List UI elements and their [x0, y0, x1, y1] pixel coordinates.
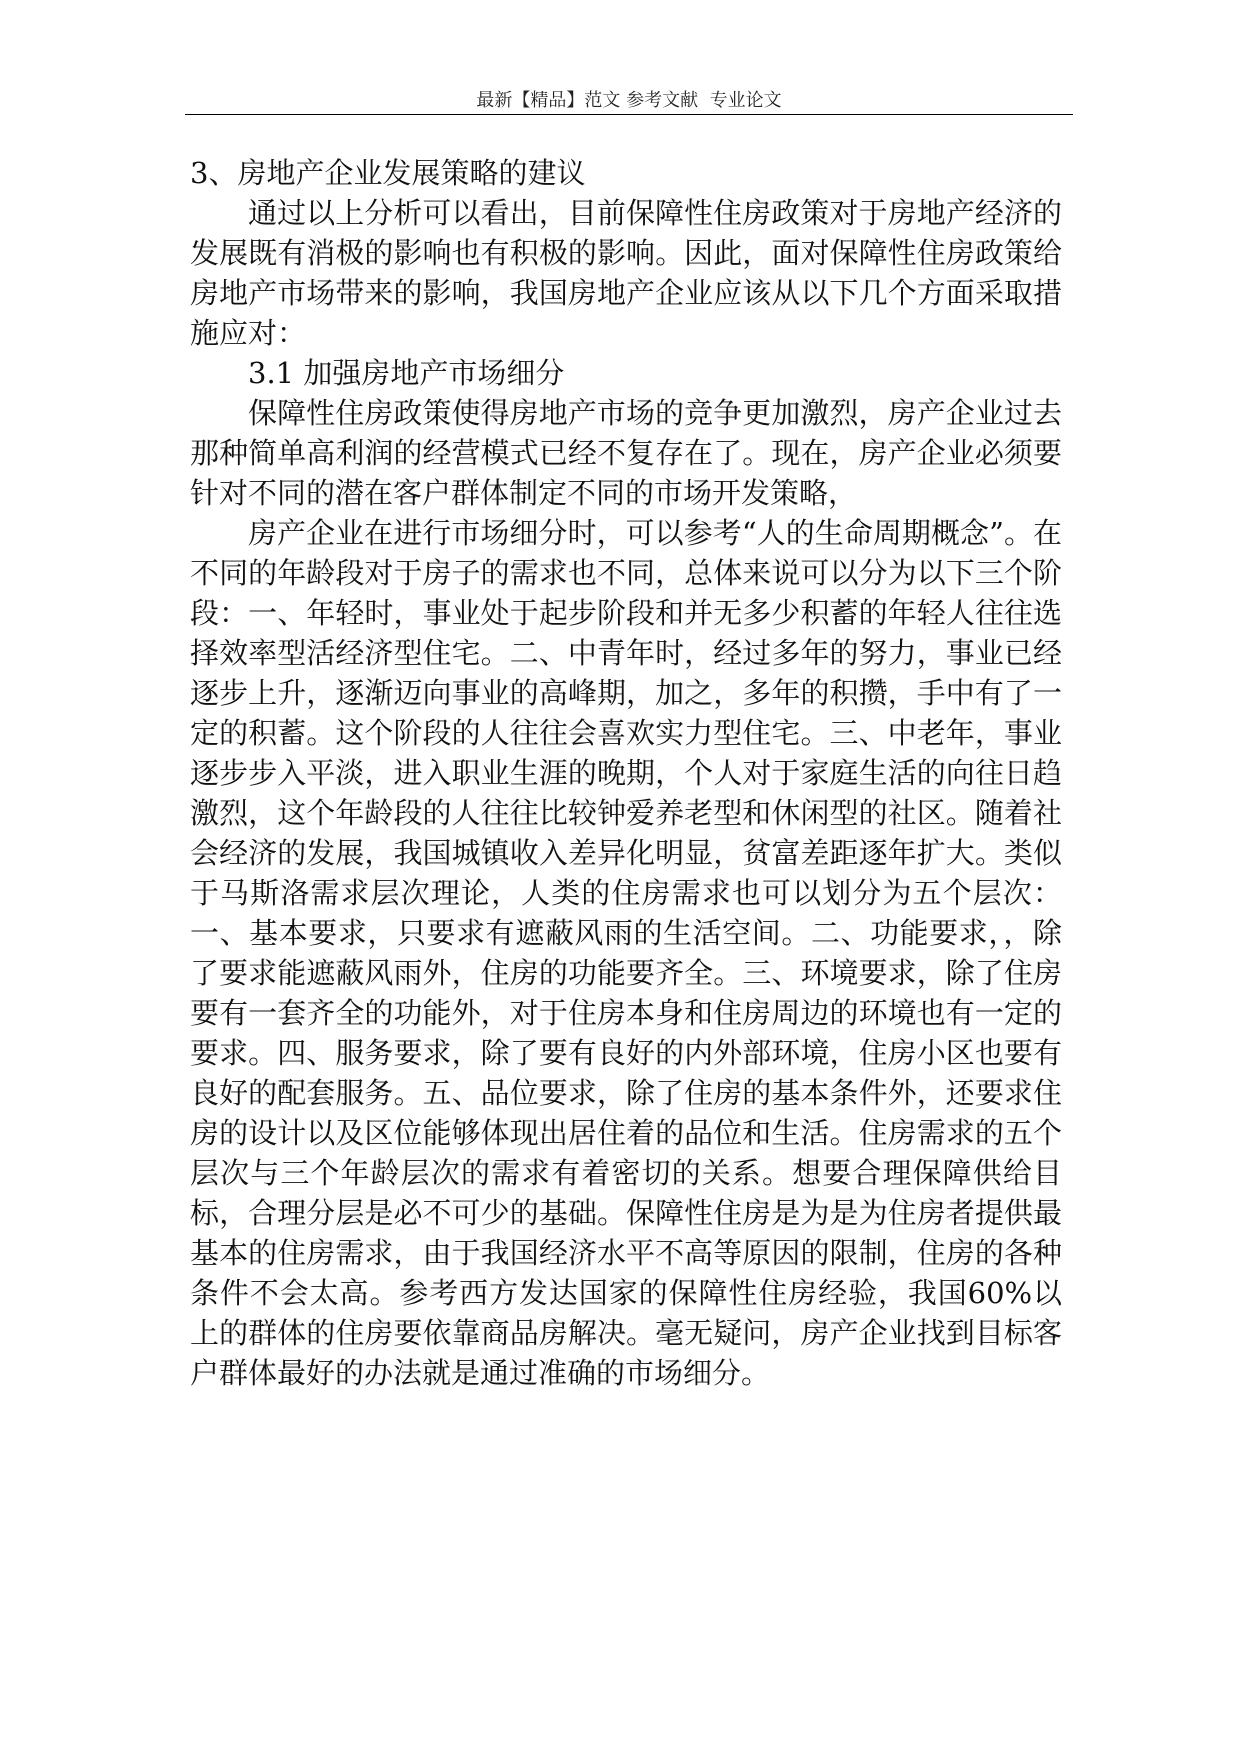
- intro-paragraph: 通过以上分析可以看出，目前保障性住房政策对于房地产经济的发展既有消极的影响也有积极的影响。因此，面对保障性住房政策给房地产市场带来的影响，我国房地产企业应该从以下几个方面采取措施应对：: [190, 196, 1062, 350]
- subsection-heading: 3.1 加强房地产市场细分: [248, 356, 565, 390]
- body-paragraph: 房产企业在进行市场细分时，可以参考“人的生命周期概念”。在不同的年龄段对于房子的需求也不同，总体来说可以分为以下三个阶段：一、年轻时，事业处于起步阶段和并无多少积蓄的年轻人往往选择效率型活经济型住宅。二、中青年时，经过多年的努力，事业已经逐步上升，逐渐迈向事业的高峰期，加之，多年的积攒，手中有了一定的积蓄。这个阶段的人往往会喜欢实力型住宅。三、中老年，事业逐步步入平淡，进入职业生涯的晚期，个人对于家庭生活的向往日趋激烈，这个年龄段的人往往比较钟爱养老型和休闲型的社区。随着社会经济的发展，我国城镇收入差异化明显，贫富差距逐年扩大。类似于马斯洛需求层次理论，人类的住房需求也可以划分为五个层次：一、基本要求，只要求有遮蔽风雨的生活空间。二、功能要求，，除了要求能遮蔽风雨外，住房的功能要齐全。三、环境要求，除了住房要有一套齐全的功能外，对于住房本身和住房周边的环境也有一定的要求。四、服务要求，除了要有良好的内外部环境，住房小区也要有良好的配套服务。五、品位要求，除了住房的基本条件外，还要求住房的设计以及区位能够体现出居住着的品位和生活。住房需求的五个层次与三个年龄层次的需求有着密切的关系。想要合理保障供给目标，合理分层是必不可少的基础。保障性住房是为是为住房者提供最基本的住房需求，由于我国经济水平不高等原因的限制，住房的各种条件不会太高。参考西方发达国家的保障性住房经验，我国60%以上的群体的住房要依靠商品房解决。毫无疑问，房产企业找到目标客户群体最好的办法就是通过准确的市场细分。: [190, 516, 1062, 1390]
- page-header: 最新【精品】范文 参考文献 专业论文: [476, 90, 782, 111]
- body-paragraph: 保障性住房政策使得房地产市场的竞争更加激烈，房产企业过去那种简单高利润的经营模式已经不复存在了。现在，房产企业必须要针对不同的潜在客户群体制定不同的市场开发策略，: [190, 396, 1062, 510]
- section-heading: 3、房地产企业发展策略的建议: [190, 156, 586, 190]
- header-divider: [185, 114, 1073, 115]
- document-body: [190, 153, 1062, 1393]
